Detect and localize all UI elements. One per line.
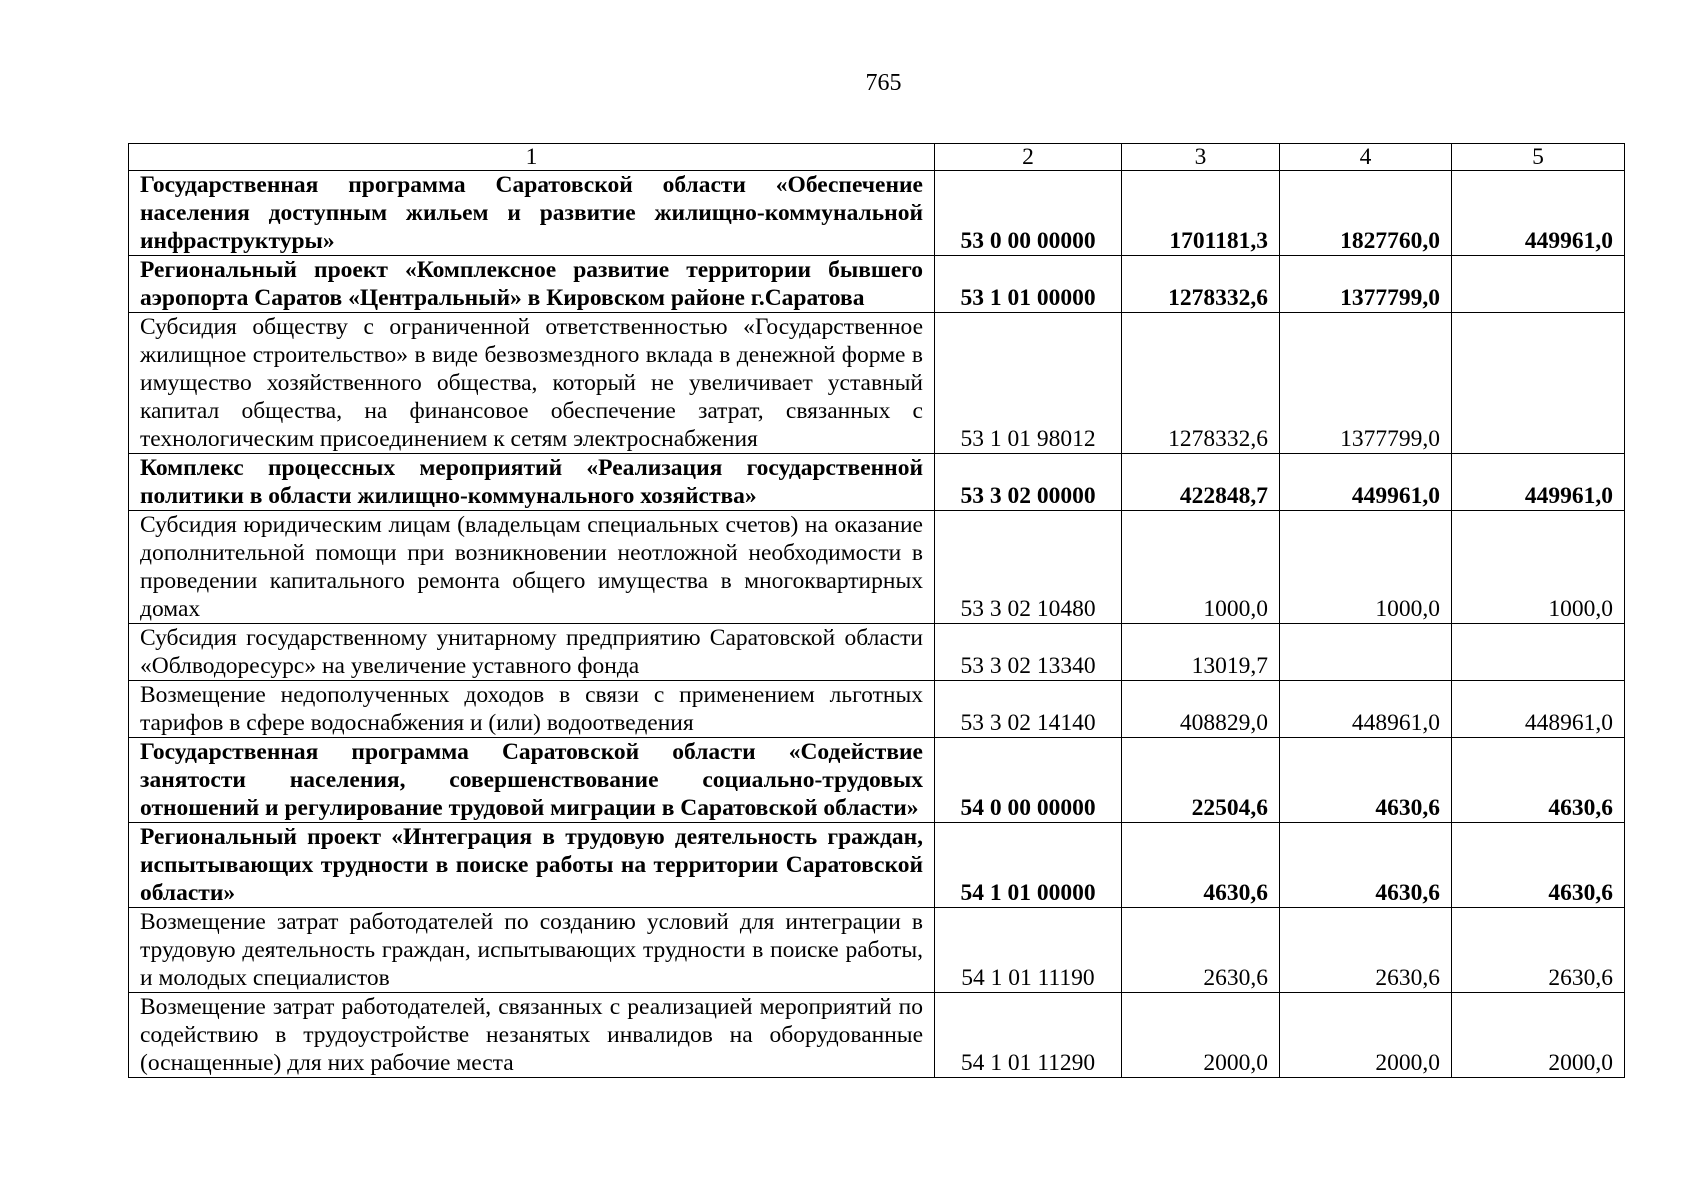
column-number: 3 xyxy=(1122,144,1280,171)
table-row xyxy=(129,171,1625,256)
table-row xyxy=(129,454,1625,511)
table-row xyxy=(129,681,1625,738)
table-row xyxy=(129,313,1625,454)
row-name: Региональный проект «Интеграция в трудовую деятельность граждан, испытывающих трудности в поиске работы на территории Саратовской области» xyxy=(129,823,935,908)
column-number-row xyxy=(129,144,1625,171)
row-name: Региональный проект «Комплексное развитие территории бывшего аэропорта Саратов «Центральный» в Кировском районе г.Саратова xyxy=(129,256,935,313)
row-value-col4: 4630,6 xyxy=(1280,823,1452,908)
row-value-col4: 4630,6 xyxy=(1280,738,1452,823)
row-value-col4: 2630,6 xyxy=(1280,908,1452,993)
row-value-col3: 2630,6 xyxy=(1122,908,1280,993)
column-number: 1 xyxy=(129,144,935,171)
table-row xyxy=(129,624,1625,681)
row-name: Государственная программа Саратовской области «Обеспечение населения доступным жильем и развитие жилищно-коммунальной инфраструктуры» xyxy=(129,171,935,256)
row-code: 54 1 01 11290 xyxy=(935,993,1122,1078)
row-value-col4: 449961,0 xyxy=(1280,454,1452,511)
table-row xyxy=(129,511,1625,624)
table-row xyxy=(129,738,1625,823)
row-value-col5 xyxy=(1452,256,1625,313)
row-value-col3: 422848,7 xyxy=(1122,454,1280,511)
row-value-col4: 1377799,0 xyxy=(1280,256,1452,313)
row-value-col3: 408829,0 xyxy=(1122,681,1280,738)
row-value-col3: 22504,6 xyxy=(1122,738,1280,823)
budget-table xyxy=(128,143,1625,1078)
row-value-col4: 2000,0 xyxy=(1280,993,1452,1078)
row-name: Субсидия юридическим лицам (владельцам специальных счетов) на оказание дополнительной помощи при возникновении неотложной необходимости в проведении капитального ремонта общего имущества в многоквартирных домах xyxy=(129,511,935,624)
row-code: 53 1 01 98012 xyxy=(935,313,1122,454)
column-number: 2 xyxy=(935,144,1122,171)
row-name: Возмещение недополученных доходов в связи с применением льготных тарифов в сфере водоснабжения и (или) водоотведения xyxy=(129,681,935,738)
row-value-col4: 1000,0 xyxy=(1280,511,1452,624)
row-code: 53 3 02 13340 xyxy=(935,624,1122,681)
row-value-col5: 449961,0 xyxy=(1452,171,1625,256)
row-name: Комплекс процессных мероприятий «Реализация государственной политики в области жилищно-коммунального хозяйства» xyxy=(129,454,935,511)
row-code: 53 3 02 00000 xyxy=(935,454,1122,511)
row-value-col5: 449961,0 xyxy=(1452,454,1625,511)
row-value-col3: 1000,0 xyxy=(1122,511,1280,624)
row-code: 53 1 01 00000 xyxy=(935,256,1122,313)
row-value-col3: 1278332,6 xyxy=(1122,313,1280,454)
budget-table-body xyxy=(129,144,1625,1078)
row-value-col4: 1377799,0 xyxy=(1280,313,1452,454)
row-name: Субсидия обществу с ограниченной ответственностью «Государственное жилищное строительство» в виде безвозмездного вклада в денежной форме в имущество хозяйственного общества, который не увеличивает уставный капитал общества, на финансовое обеспечение затрат, связанных с технологическим присоединением к сетям электроснабжения xyxy=(129,313,935,454)
row-name: Субсидия государственному унитарному предприятию Саратовской области «Облводоресурс» на увеличение уставного фонда xyxy=(129,624,935,681)
row-value-col3: 1701181,3 xyxy=(1122,171,1280,256)
row-value-col5: 448961,0 xyxy=(1452,681,1625,738)
row-value-col5: 4630,6 xyxy=(1452,738,1625,823)
row-code: 53 3 02 10480 xyxy=(935,511,1122,624)
row-name: Возмещение затрат работодателей, связанных с реализацией мероприятий по содействию в трудоустройстве незанятых инвалидов на оборудованные (оснащенные) для них рабочие места xyxy=(129,993,935,1078)
row-value-col5 xyxy=(1452,313,1625,454)
column-number: 5 xyxy=(1452,144,1625,171)
row-code: 53 3 02 14140 xyxy=(935,681,1122,738)
row-value-col5: 2000,0 xyxy=(1452,993,1625,1078)
row-value-col3: 2000,0 xyxy=(1122,993,1280,1078)
table-row xyxy=(129,908,1625,993)
column-number: 4 xyxy=(1280,144,1452,171)
page-number: 765 xyxy=(865,70,902,96)
row-name: Возмещение затрат работодателей по созданию условий для интеграции в трудовую деятельность граждан, испытывающих трудности в поиске работы, и молодых специалистов xyxy=(129,908,935,993)
row-code: 54 1 01 11190 xyxy=(935,908,1122,993)
row-value-col4: 1827760,0 xyxy=(1280,171,1452,256)
row-value-col3: 13019,7 xyxy=(1122,624,1280,681)
row-code: 54 1 01 00000 xyxy=(935,823,1122,908)
row-name: Государственная программа Саратовской области «Содействие занятости населения, совершенствование социально-трудовых отношений и регулирование трудовой миграции в Саратовской области» xyxy=(129,738,935,823)
row-code: 53 0 00 00000 xyxy=(935,171,1122,256)
table-row xyxy=(129,993,1625,1078)
table-row xyxy=(129,256,1625,313)
row-value-col4: 448961,0 xyxy=(1280,681,1452,738)
table-row xyxy=(129,823,1625,908)
row-value-col3: 4630,6 xyxy=(1122,823,1280,908)
row-value-col3: 1278332,6 xyxy=(1122,256,1280,313)
row-value-col4 xyxy=(1280,624,1452,681)
row-value-col5: 2630,6 xyxy=(1452,908,1625,993)
row-code: 54 0 00 00000 xyxy=(935,738,1122,823)
row-value-col5: 4630,6 xyxy=(1452,823,1625,908)
row-value-col5 xyxy=(1452,624,1625,681)
row-value-col5: 1000,0 xyxy=(1452,511,1625,624)
